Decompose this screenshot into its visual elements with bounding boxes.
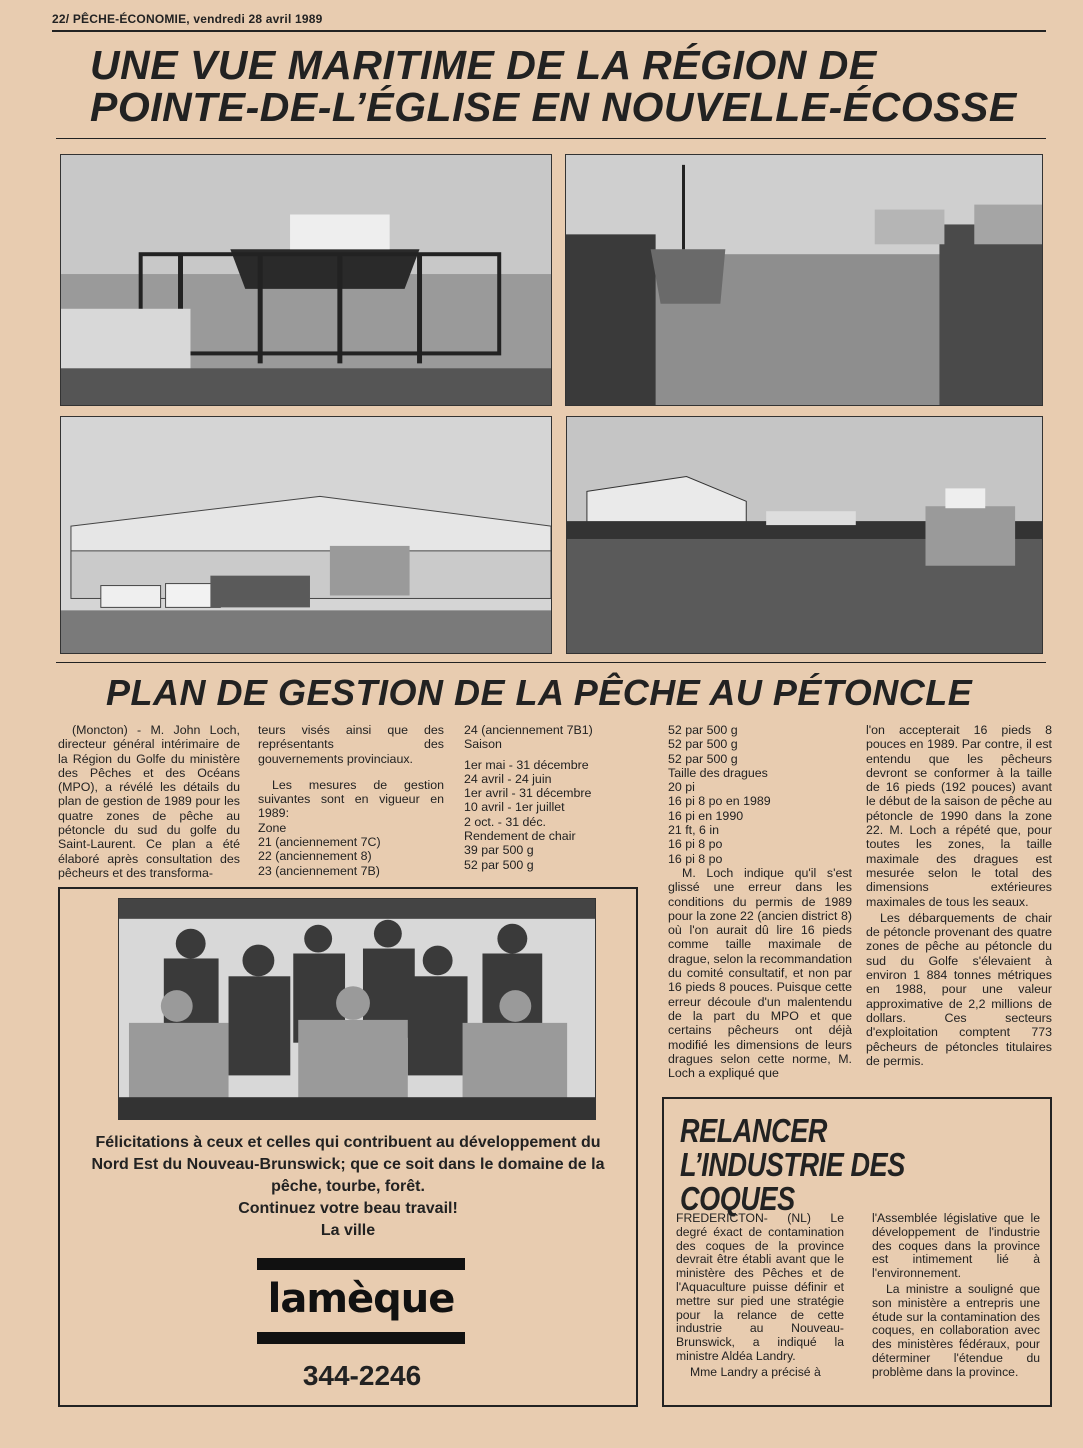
col3-line: 24 (anciennement 7B1)	[464, 723, 593, 737]
col3-line: 1er mai - 31 décembre	[464, 757, 589, 772]
article-column-1	[58, 723, 240, 880]
article-column-3	[464, 723, 650, 872]
ad-message-line-4: Continuez votre beau travail!	[238, 1200, 458, 1217]
article-col5-paragraph-2: Les débarquements de chair de pétoncle provenant des quatre zones de pêche au pétoncle du sud du Golfe s'élevaient à environ 1 884 tonnes métriques en 1988, pour une valeur approximative de 2,2 millions de dollars. Ces secteurs d'exploitation comptent 773 pêcheurs de pétoncles titulaires de permis.	[866, 910, 1052, 1068]
sidebar-headline	[680, 1114, 975, 1216]
col3-line: 10 avril - 1er juillet	[464, 800, 565, 815]
col2-line: 21 (anciennement 7C)	[258, 835, 381, 850]
col4-line: 52 par 500 g	[668, 751, 738, 766]
sidebar-col2-paragraph-2: La ministre a souligné que son ministère a entrepris une étude sur la contamination des coques, en collaboration avec des ministères fédéraux, pour déterminer l'étendue du problème dans la province.	[872, 1281, 1040, 1379]
col3-line: 24 avril - 24 juin	[464, 771, 552, 786]
lameque-logo	[257, 1258, 465, 1348]
ad-town-label: La ville	[320, 1222, 376, 1239]
article-col5-paragraph-1: l'on accepterait 16 pieds 8 pouces en 1989. Par contre, il est entendu que les pêcheurs devront se conformer à la taille de 16 pieds (192 pouces) avant le début de la saison de pêche au pétoncle de 1990 dans la zone 22. M. Loch a répété que, pour toutes les zones, la taille maximale des dragues est mesurée selon le total des dimensions extérieures maximales de tous les seaux.	[866, 723, 1052, 909]
sidebar-col1-paragraph-1: FREDERICTON- (NL) Le degré éxact de contamination des coques de la province devrait être établi avant que le ministère des Pêches et de l'Aquaculture puisse définir et mettre sur pied une stratégie pour la relance de cette industrie au Nouveau-Brunswick, a indiqué la ministre Aldéa Landry.	[676, 1211, 844, 1363]
col3-line: 39 par 500 g	[464, 843, 534, 858]
col4-line: 16 pi 8 po en 1989	[668, 794, 771, 809]
ad-message-line-3: pêche, tourbe, forêt.	[271, 1178, 425, 1195]
logo-top-bar	[257, 1258, 465, 1270]
col3-line: 1er avril - 31 décembre	[464, 786, 592, 801]
sidebar-col2-paragraph-1: l'Assemblée législative que le développement de l'industrie des coques dans la province est intimement lié à l'environnement.	[872, 1211, 1040, 1281]
col3-line: 52 par 500 g	[464, 857, 534, 872]
article-col2-text-b: Les mesures de gestion suivantes sont en vigueur en 1989:	[258, 777, 444, 821]
logo-bottom-bar	[257, 1332, 465, 1344]
photo-boat-on-slipway	[60, 154, 552, 406]
sidebar-column-2	[872, 1212, 1040, 1380]
headline-rule	[56, 138, 1046, 139]
ad-group-photo	[118, 898, 596, 1120]
photo-harbour-with-boats	[565, 154, 1043, 406]
article-col2-text-a: teurs visés ainsi que des représentants des gouvernements provinciaux.	[258, 723, 444, 766]
headline-line-2: POINTE-DE-L’ÉGLISE EN NOUVELLE-ÉCOSSE	[90, 84, 1017, 130]
col4-line: 16 pi 8 po	[668, 851, 723, 866]
logo-wordmark: lamèque	[267, 1276, 455, 1322]
headline-line-1: UNE VUE MARITIME DE LA RÉGION DE	[90, 42, 877, 88]
article-column-4	[668, 723, 852, 1080]
main-headline	[90, 44, 1050, 128]
running-head: 22/ PÊCHE-ÉCONOMIE, vendredi 28 avril 1989	[52, 12, 323, 26]
article-col1-text: (Moncton) - M. John Loch, directeur général intérimaire de la Région du Golfe du ministère des Pêches et des Océans (MPO), a révélé les détails du plan de gestion de 1989 pour les quatre zones de pêche au pétoncle du sud du golfe du Saint-Laurent. Ce plan a été élaboré après consultation des pêcheurs et des transforma-	[58, 723, 240, 880]
ad-message	[62, 1132, 634, 1242]
col3-line: Saison	[464, 737, 502, 752]
col3-line: Rendement de chair	[464, 829, 576, 844]
sidebar-headline-line-2: L’INDUSTRIE DES COQUES	[680, 1146, 905, 1217]
photo-wharf-with-vessels	[566, 416, 1043, 654]
article-rule	[56, 662, 1046, 663]
sidebar-column-1	[676, 1212, 844, 1380]
article-headline: PLAN DE GESTION DE LA PÊCHE AU PÉTONCLE	[106, 672, 973, 713]
ad-phone-number: 344-2246	[302, 1360, 422, 1391]
col4-line: 52 par 500 g	[668, 737, 738, 752]
col2-line: 22 (anciennement 8)	[258, 849, 372, 864]
col3-line: 2 oct. - 31 déc.	[464, 814, 546, 829]
article-column-2	[258, 723, 444, 878]
photo-warehouse-building	[60, 416, 552, 654]
col4-line: 21 ft, 6 in	[668, 823, 719, 838]
col2-line: Zone	[258, 820, 287, 835]
sidebar-headline-line-1: RELANCER	[680, 1112, 828, 1149]
top-rule	[52, 30, 1046, 32]
col4-line: 52 par 500 g	[668, 723, 738, 737]
ad-message-line-1: Félicitations à ceux et celles qui contribuent au développement du	[95, 1134, 601, 1151]
article-column-5	[866, 723, 1052, 1068]
col2-line: 23 (anciennement 7B)	[258, 863, 380, 878]
col4-line: 20 pi	[668, 780, 695, 795]
col4-line: 16 pi 8 po	[668, 837, 723, 852]
article-col4-paragraph: M. Loch indique qu'il s'est glissé une erreur dans les conditions du permis de 1989 pour la zone 22 (ancien district 8) où l'on aurait dû lire 16 pieds comme taille maximale de drague, selon la recommandation du comité consultatif, et non par 16 pieds 8 pouces. Puisque cette erreur découle d'un malentendu de la part du MPO et que certains pêcheurs ont déjà modifié les dimensions de leurs dragues selon cette norme, M. Loch a expliqué que	[668, 865, 852, 1081]
col4-line: Taille des dragues	[668, 765, 768, 780]
col4-line: 16 pi en 1990	[668, 808, 744, 823]
ad-message-line-2: Nord Est du Nouveau-Brunswick; que ce soit dans le domaine de la	[91, 1156, 605, 1173]
sidebar-col1-paragraph-2: Mme Landry a précisé à	[690, 1364, 821, 1379]
